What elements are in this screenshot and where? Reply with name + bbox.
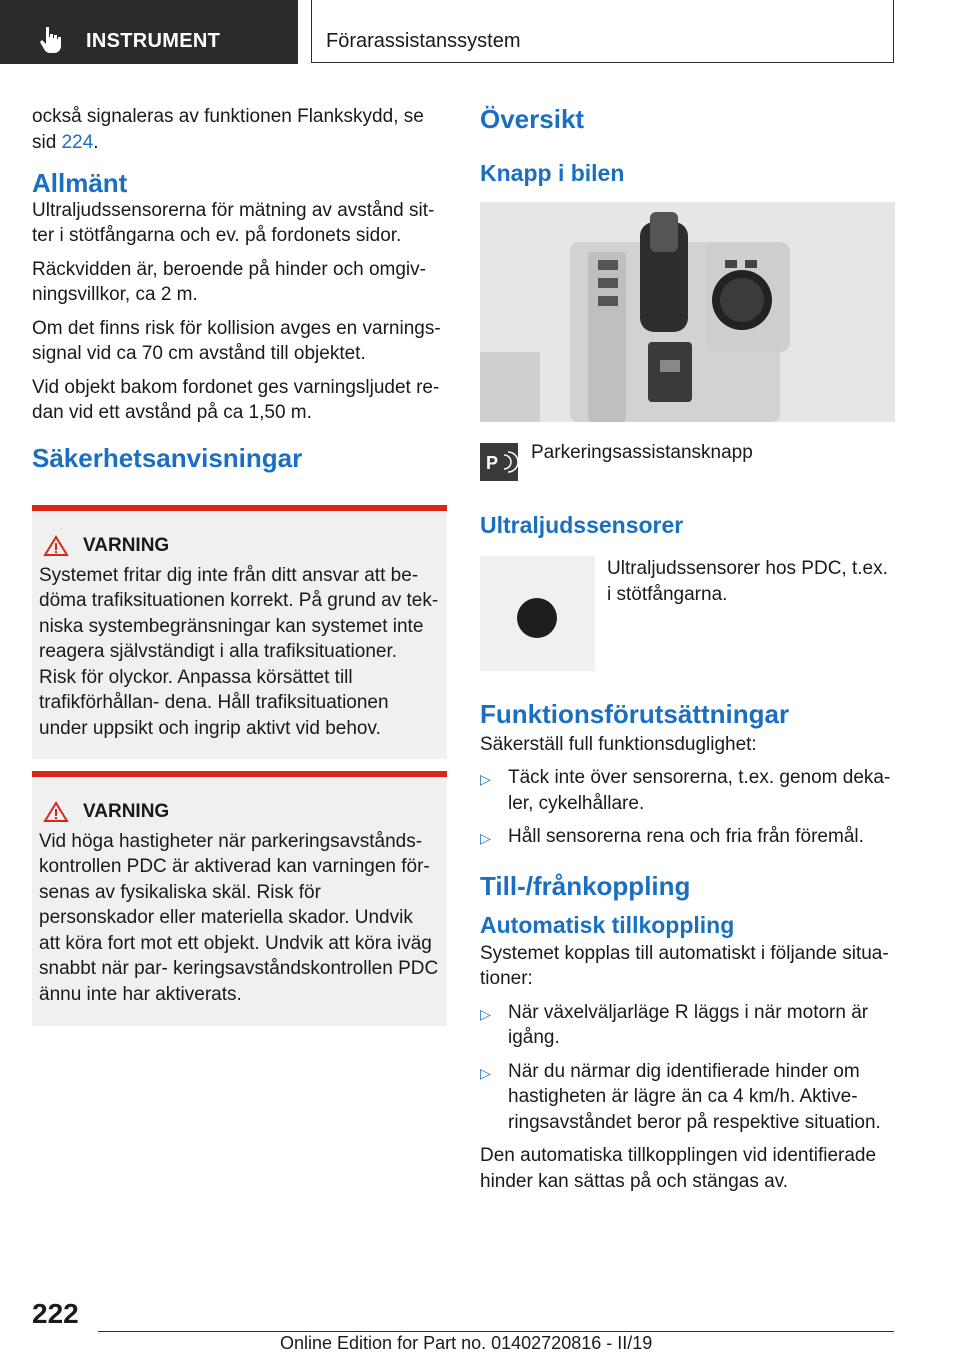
triangle-bullet-icon: ▷ xyxy=(480,830,491,846)
parking-p-icon xyxy=(480,443,518,481)
sensor-heading: Ultraljudssensorer xyxy=(480,512,684,538)
page-number: 222 xyxy=(32,1298,79,1329)
auto-heading: Automatisk tillkoppling xyxy=(480,912,735,938)
warning-text-1: Systemet fritar dig inte från ditt ansvar att be- döma trafiksituationen korrekt. På grund av tek- niska systembegränsningar kan systemet inte reagera självständigt i alla trafiksituationer. Risk för olyckor. Anpassa körsättet till trafikförhållan- dena. Håll trafiksituationen under uppsikt och ingrip aktivt vid behov. xyxy=(39,564,439,739)
ultrasonic-sensor-icon xyxy=(480,556,595,671)
center-console-photo xyxy=(480,202,895,422)
parking-assist-button-icon xyxy=(480,443,518,481)
warning-title-2: VARNING xyxy=(43,799,439,825)
warning-box-2 xyxy=(32,771,447,1026)
list-item: ▷ Täck inte över sensorerna, t.ex. genom deka- ler, cykelhållare. xyxy=(480,765,895,816)
button-caption: Parkeringsassistansknapp xyxy=(531,442,753,463)
triangle-bullet-icon: ▷ xyxy=(480,1064,491,1081)
footer-divider xyxy=(98,1331,894,1332)
warning-triangle-icon xyxy=(43,801,69,823)
triangle-bullet-icon: ▷ xyxy=(480,1005,491,1022)
funk-intro: Säkerställ full funktionsduglighet: xyxy=(480,733,757,755)
section-title: INSTRUMENT xyxy=(86,30,221,52)
svg-text:P: P xyxy=(486,453,499,473)
right-column-lower xyxy=(480,699,895,1194)
funk-heading: Funktionsförutsättningar xyxy=(480,699,790,729)
knapp-heading: Knapp i bilen xyxy=(480,160,625,186)
allmant-paragraph-4: Vid objekt bakom fordonet ges varningsljudet re- dan vid ett avstånd på ca 1,50 m. xyxy=(32,376,440,423)
allmant-paragraph-3: Om det finns risk för kollision avges en varnings- signal vid ca 70 cm avstånd till objektet. xyxy=(32,317,441,364)
center-console-illustration xyxy=(480,202,895,422)
list-item: ▷ När växelväljarläge R läggs i när motorn är igång. xyxy=(480,1000,895,1051)
chapter-tab xyxy=(311,0,894,63)
sensor-text: Ultraljudssensorer hos PDC, t.ex. i stötfångarna. xyxy=(607,558,888,605)
chapter-title: Förarassistanssystem xyxy=(326,30,521,52)
warning-triangle-icon xyxy=(43,535,69,557)
page-link[interactable]: 224 xyxy=(61,131,94,153)
hand-pointer-icon xyxy=(40,25,62,53)
till-heading: Till-/frånkoppling xyxy=(480,870,691,901)
allmant-heading: Allmänt xyxy=(32,168,128,198)
list-item: ▷ Håll sensorerna rena och fria från föremål. xyxy=(480,824,895,852)
edition-text: Online Edition for Part no. 01402720816 - II/19 xyxy=(280,1333,653,1353)
sensor-photo xyxy=(480,556,595,671)
intro-paragraph: också signaleras av funktionen Flankskydd, se sid 224. xyxy=(32,106,424,153)
allmant-paragraph-1: Ultraljudssensorerna för mätning av avstånd sit- ter i stötfångarna och ev. på fordonets sidor. xyxy=(32,199,435,246)
allmant-paragraph-2: Räckvidden är, beroende på hinder och omgiv- ningsvillkor, ca 2 m. xyxy=(32,258,426,305)
warning-box-1 xyxy=(32,505,447,759)
sakerhet-heading: Säkerhetsanvisningar xyxy=(32,442,303,473)
auto-intro: Systemet kopplas till automatiskt i följande situa- tioner: xyxy=(480,942,889,989)
warning-title-1: VARNING xyxy=(43,533,439,559)
left-column xyxy=(32,104,447,471)
auto-end-paragraph: Den automatiska tillkopplingen vid identifierade hinder kan sättas på och stängas av. xyxy=(480,1145,877,1192)
warning-text-2: Vid höga hastigheter när parkeringsavstånds- kontrollen PDC är aktiverad kan varningen för- senas av fysikaliska skäl. Risk för personskador eller materiella skador. Undvik att köra fort mot ett objekt. Undvik att köra iväg snabbt när par- keringsavståndskontrollen PDC ännu inte har aktiverats. xyxy=(39,830,439,1005)
triangle-bullet-icon: ▷ xyxy=(480,771,491,787)
section-tab xyxy=(0,0,298,64)
list-item: ▷ När du närmar dig identifierade hinder om hastigheten är lägre än ca 4 km/h. Aktive- ringsavståndet beror på respektive situation. xyxy=(480,1059,895,1136)
oversikt-heading: Översikt xyxy=(480,104,585,134)
